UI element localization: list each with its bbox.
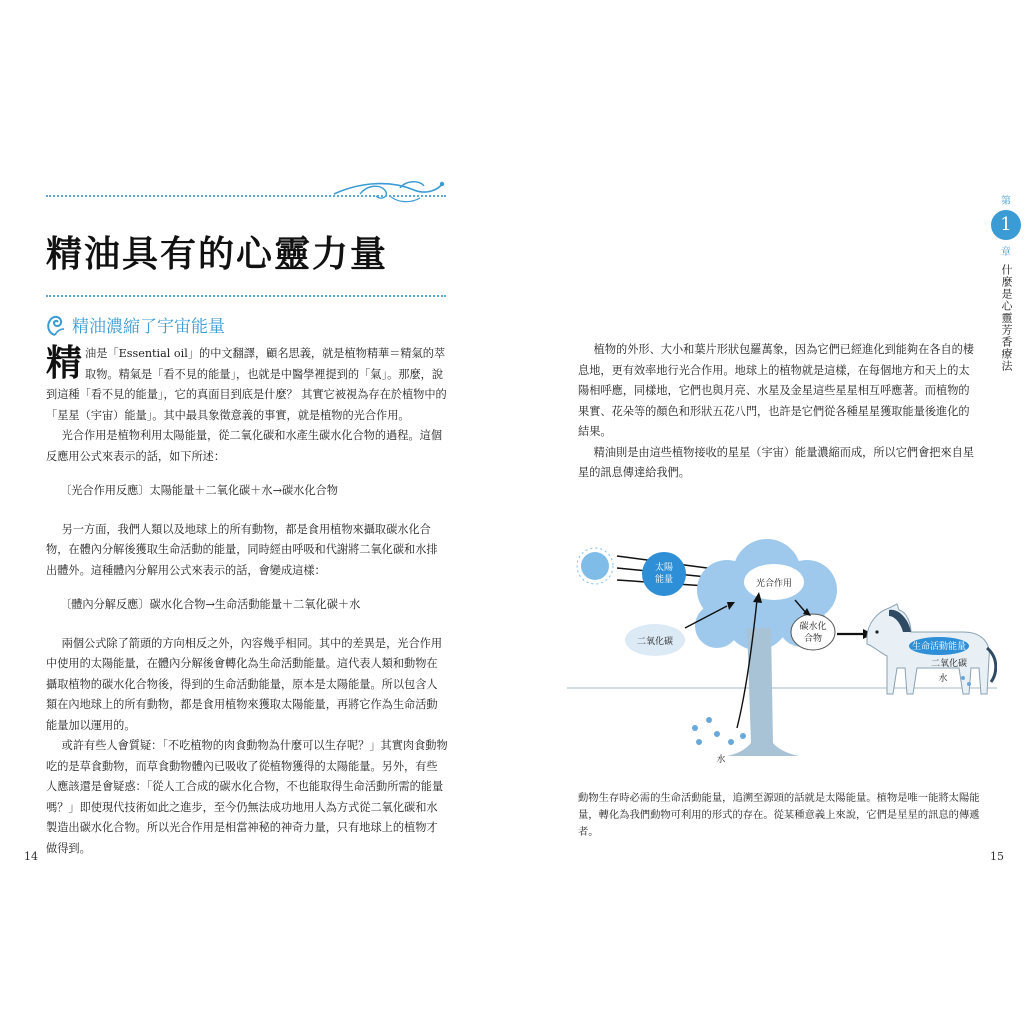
carbohydrate-label-2: 合物	[803, 634, 823, 644]
water-label: 水	[716, 755, 726, 765]
sun-energy-label-2: 能量	[654, 575, 674, 585]
paragraph: 光合作用是植物利用太陽能量，從二氧化碳和水產生碳水化合物的過程。這個反應用公式來表示的話，如下所述：	[46, 429, 443, 463]
title-top-rule	[46, 195, 446, 197]
intro-paragraph	[46, 344, 448, 426]
section-heading	[44, 312, 225, 337]
left-body	[46, 344, 448, 859]
formula-photosynthesis: 〔光合作用反應〕太陽能量＋二氧化碳＋水→碳水化合物	[60, 484, 338, 497]
intro-text: 油是「Essential oil」的中文翻譯，顧名思義，就是植物精華＝精氣的萃取物。精氣是「看不見的能量」，也就是中醫學裡提到的「氣」。那麼，說到這種「看不見的能量」，它的真面目到底是什麼？ 其實它被視為存在於植物中的「星星（宇宙）能量」。其中最具象徵意義的事實，就是植物的光合作用。	[46, 347, 447, 422]
paragraph: 植物的外形、大小和葉片形狀包羅萬象，因為它們已經進化到能夠在各自的棲息地，更有效率地行光合作用。地球上的植物就是這樣，在每個地方和天上的太陽相呼應，同樣地，它們也與月亮、水星及金星這些星星相互呼應著。而植物的果實、花朵等的顏色和形狀五花八門，也許是它們從各種星星獲取能量後進化的結果。	[578, 343, 975, 438]
water-drops-icon	[692, 717, 746, 745]
chapter-suffix: 章	[1001, 247, 1011, 258]
page-title: 精油具有的心靈力量	[46, 233, 389, 275]
swirl-leaf-icon	[44, 313, 66, 337]
horse-water-label: 水	[938, 674, 948, 684]
sun-energy-bubble	[642, 552, 686, 596]
formula-decomposition: 〔體內分解反應〕碳水化合物→生命活動能量＋二氧化碳＋水	[60, 598, 361, 611]
title-bottom-rule	[46, 295, 446, 297]
co2-label: 二氧化碳	[636, 637, 674, 647]
carbohydrate-label-1: 碳水化	[799, 622, 827, 632]
page-number-right: 15	[990, 850, 1004, 863]
paragraph: 精油則是由這些植物接收的星星（宇宙）能量濃縮而成，所以它們會把來自星星的訊息傳達給我們。	[578, 445, 975, 479]
tree-roots	[727, 743, 799, 756]
right-page	[512, 0, 1024, 1024]
section-heading-label: 精油濃縮了宇宙能量	[72, 317, 225, 337]
carbohydrate-bubble	[791, 614, 835, 650]
sun-icon	[577, 548, 613, 584]
paragraph: 或許有些人會質疑：「不吃植物的肉食動物為什麼可以生存呢？」其實肉食動物吃的是草食動物，而草食動物體內已吸收了從植物獲得的太陽能量。另外，有些人應該還是會疑惑：「從人工合成的碳水化合物，不也能取得生命活動所需的能量嗎？」即使現代技術如此之進步，至今仍無法成功地用人為方式從二氧化碳和水製造出碳水化合物。所以光合作用是相當神秘的神奇力量，只有地球上的植物才做得到。	[46, 739, 448, 855]
illustration-caption: 動物生存時必需的生命活動能量，追溯至源頭的話就是太陽能量。植物是唯一能將太陽能量，轉化為我們動物可利用的形式的存在。從某種意義上來說，它們是星星的訊息的傳遞者。	[578, 792, 980, 838]
horse-co2-label: 二氧化碳	[930, 659, 968, 669]
chapter-tab	[988, 192, 1024, 372]
page-number-left: 14	[24, 850, 38, 863]
tree-trunk	[747, 628, 773, 743]
chapter-number-badge: 1	[991, 210, 1021, 240]
photosynthesis-label: 光合作用	[755, 579, 793, 589]
chapter-prefix: 第	[1001, 196, 1011, 207]
sun-energy-label-1: 太陽	[654, 563, 674, 573]
dropcap: 精	[46, 342, 83, 384]
right-body	[578, 340, 978, 484]
paragraph: 兩個公式除了箭頭的方向相反之外，內容幾乎相同。其中的差異是，光合作用中使用的太陽能量，在體內分解後會轉化為生命活動能量。這代表人類和動物在攝取植物的碳水化合物後，得到的生命活動能量，原本是太陽能量。所以包含人類在內地球上的所有動物，都是食用植物來獲取太陽能量，再將它作為生命活動能量加以運用的。	[46, 636, 443, 732]
flourish-ornament-icon	[330, 176, 450, 210]
paragraph: 另一方面，我們人類以及地球上的所有動物，都是食用植物來攝取碳水化合物，在體內分解後獲取生命活動的能量，同時經由呼吸和代謝將二氧化碳和水排出體外。這種體內分解用公式來表示的話，會變成這樣：	[46, 522, 438, 577]
life-energy-label: 生命活動能量	[911, 642, 967, 652]
photosynthesis-illustration	[567, 528, 997, 773]
chapter-title: 什麼是心靈芳香療法	[1000, 264, 1013, 372]
